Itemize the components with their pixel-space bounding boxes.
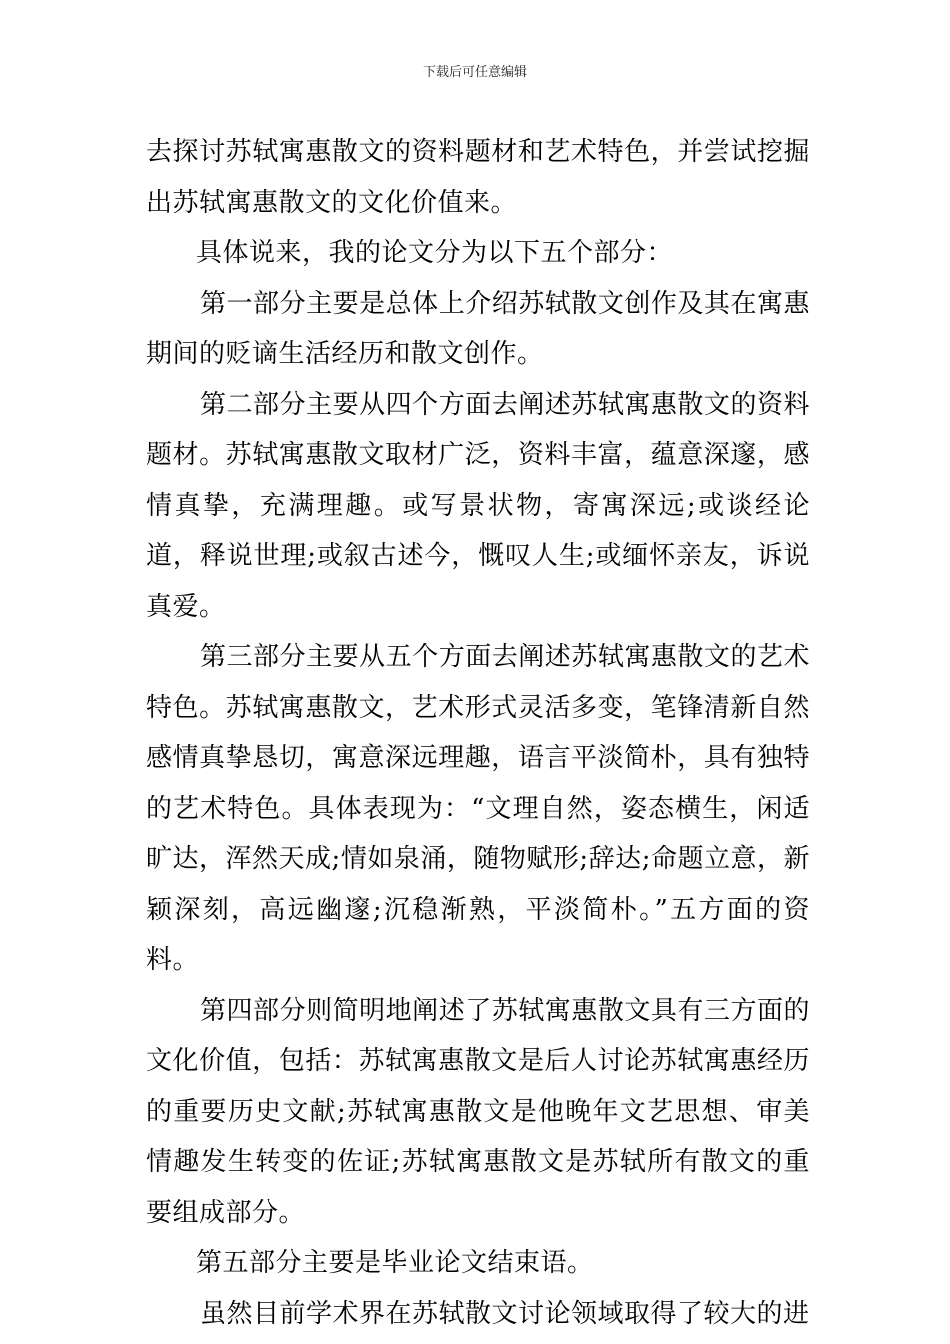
paragraph-part-four: 第四部分则简明地阐述了苏轼寓惠散文具有三方面的文化价值，包括：苏轼寓惠散文是后人讨论苏轼寓惠经历的重要历史文献;苏轼寓惠散文是他晚年文艺思想、审美情趣发生转变的佐证;苏轼寓惠散文是苏轼所有散文的重要组成部分。 bbox=[146, 995, 810, 1228]
paragraph-continuation: 去探讨苏轼寓惠散文的资料题材和艺术特色，并尝试挖掘出苏轼寓惠散文的文化价值来。 bbox=[146, 137, 810, 218]
paragraph-part-three: 第三部分主要从五个方面去阐述苏轼寓惠散文的艺术特色。苏轼寓惠散文，艺术形式灵活多变，笔锋清新自然感情真挚恳切，寓意深远理趣，语言平淡简朴，具有独特的艺术特色。具体表现为：“文理自然，姿态横生，闲适旷达，浑然天成;情如泉涌，随物赋形;辞达;命题立意，新颖深刻，高远幽邃;沉稳渐熟，平淡简朴。”五方面的资料。 bbox=[146, 642, 810, 975]
paragraph-part-two: 第二部分主要从四个方面去阐述苏轼寓惠散文的资料题材。苏轼寓惠散文取材广泛，资料丰富，蕴意深邃，感情真挚，充满理趣。或写景状物，寄寓深远;或谈经论道，释说世理;或叙古述今，慨叹人生;或缅怀亲友，诉说真爱。 bbox=[146, 389, 810, 622]
paragraph-outline-intro: 具体说来，我的论文分为以下五个部分： bbox=[196, 238, 674, 268]
page-header: 下载后可任意编辑 bbox=[422, 65, 527, 80]
document-body bbox=[146, 127, 810, 1339]
paragraph-part-five: 第五部分主要是毕业论文结束语。 bbox=[196, 1248, 594, 1278]
paragraph-closing: 虽然目前学术界在苏轼散文讨论领域取得了较大的进 bbox=[200, 1298, 810, 1329]
paragraph-part-one: 第一部分主要是总体上介绍苏轼散文创作及其在寓惠期间的贬谪生活经历和散文创作。 bbox=[146, 288, 810, 369]
